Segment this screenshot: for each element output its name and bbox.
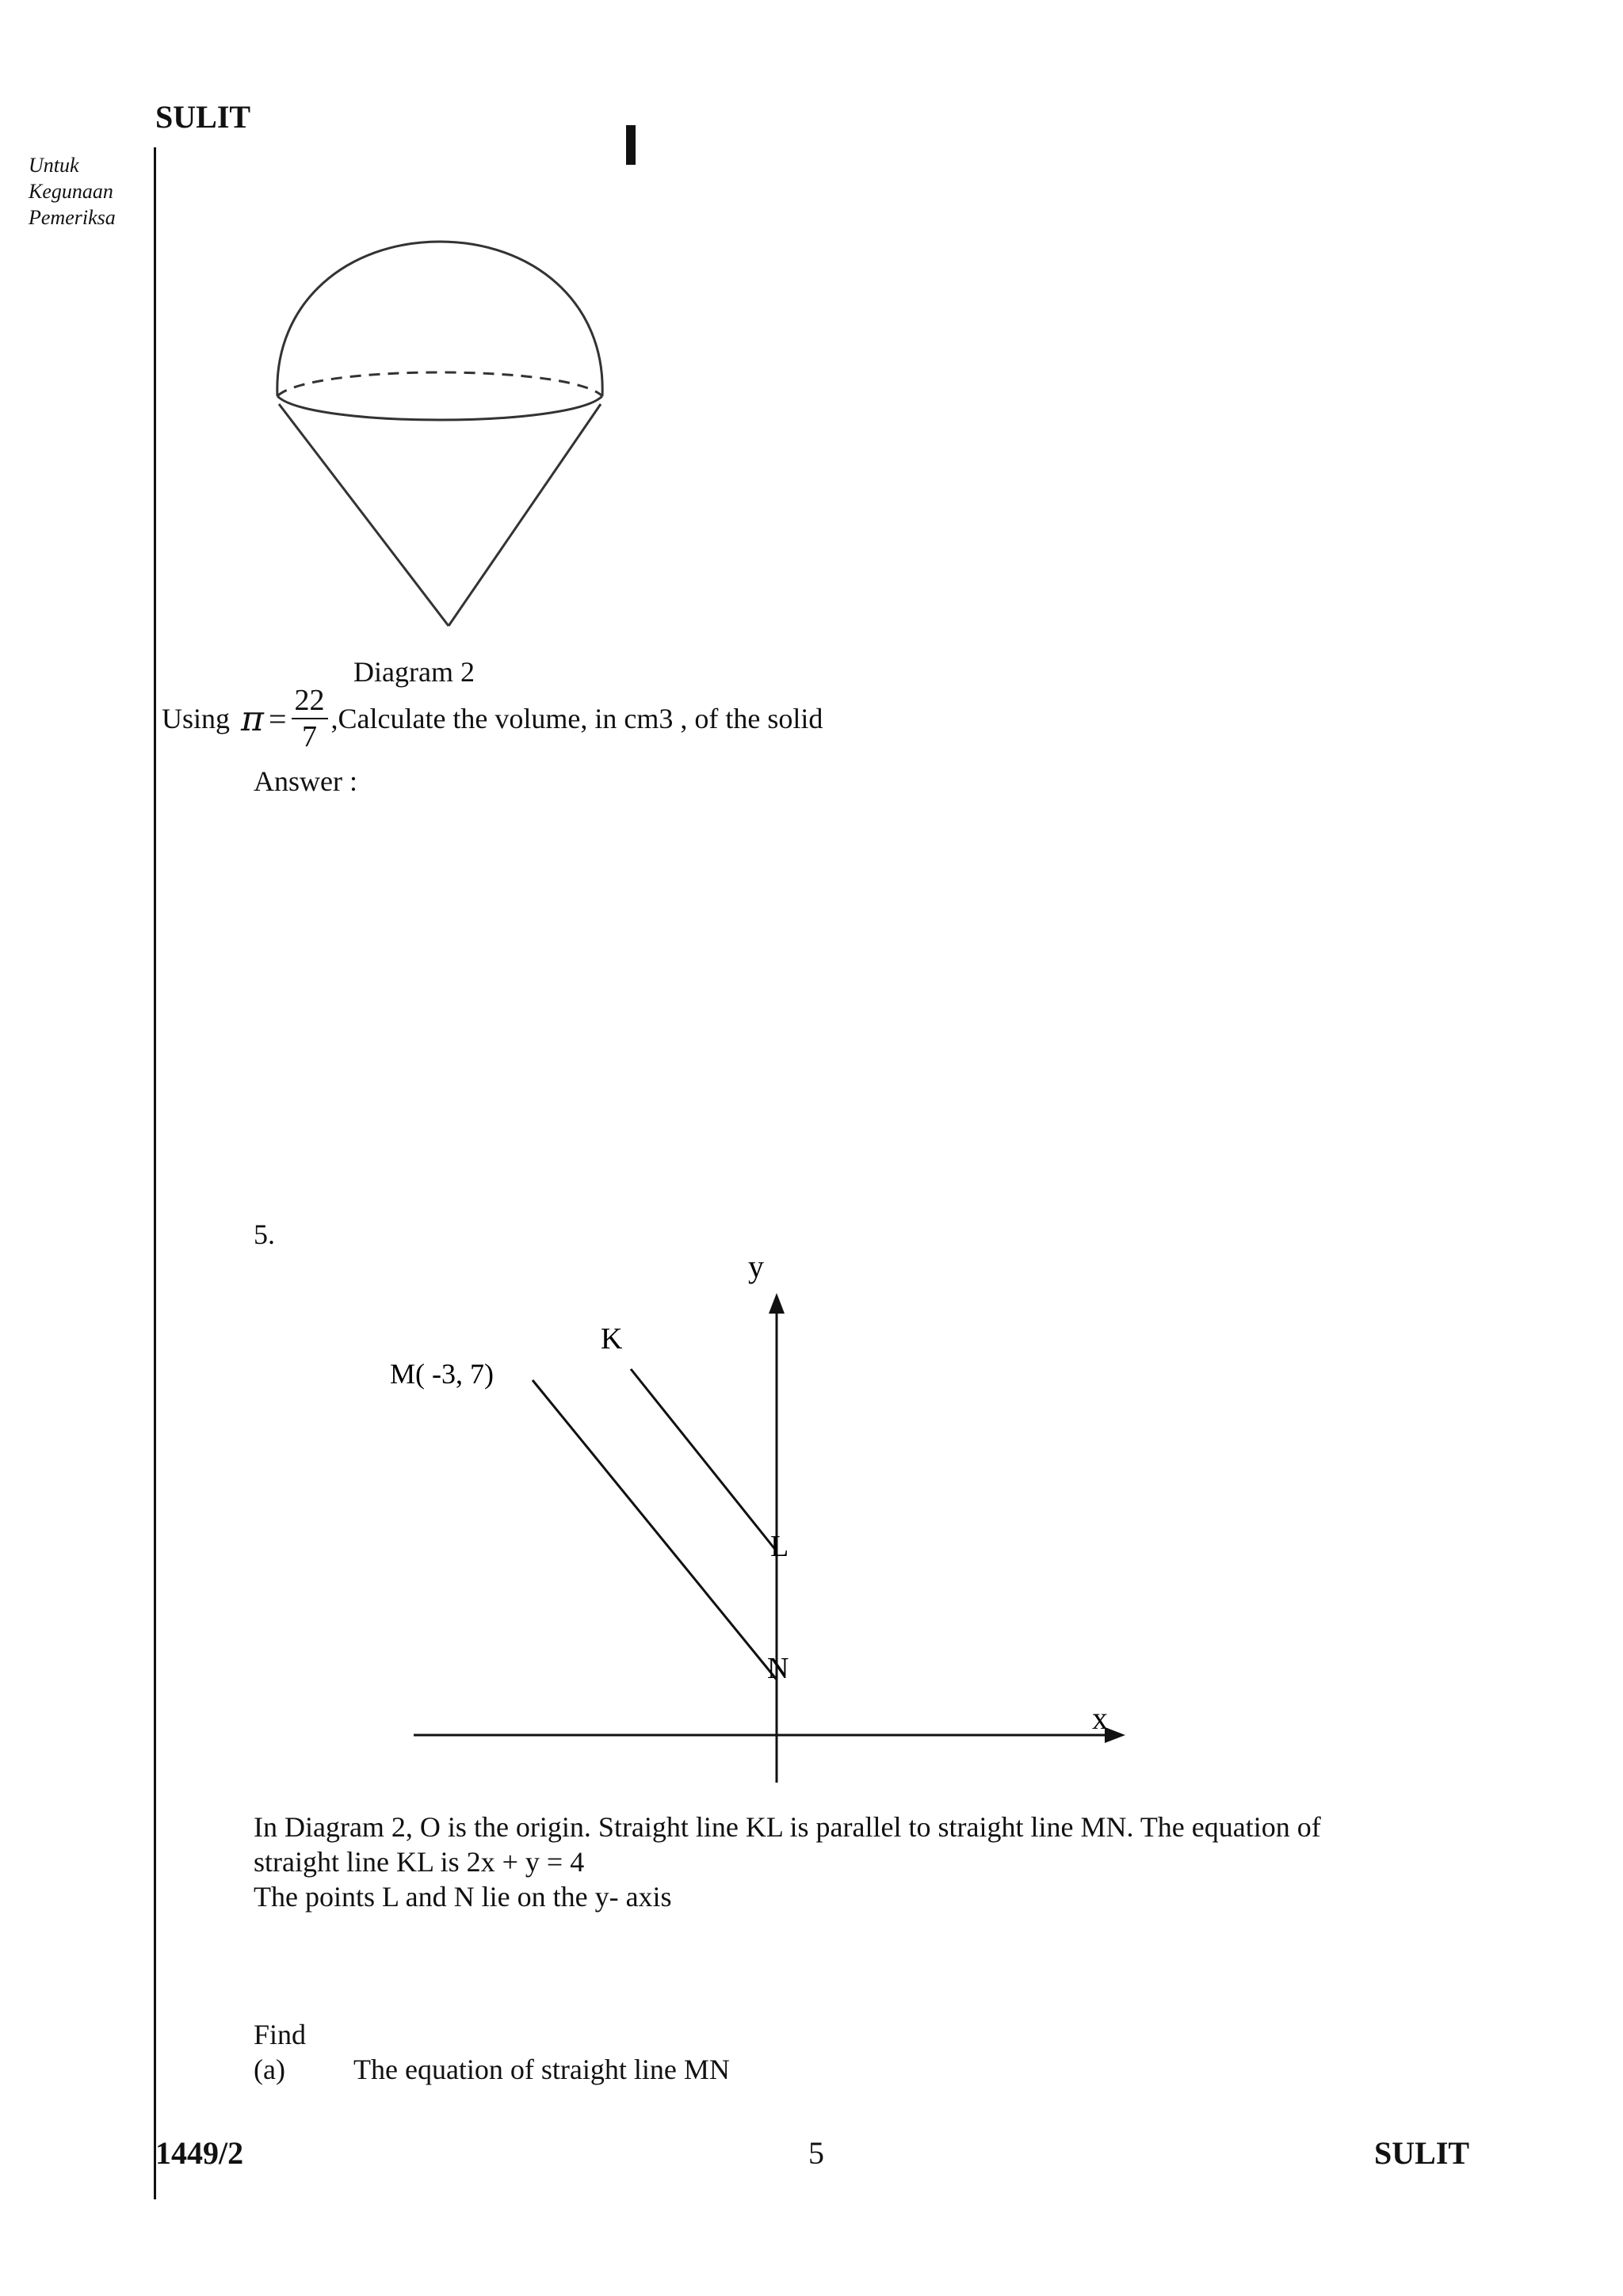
answer-label: Answer : [254,765,357,797]
footer-code: 1449/2 [155,2135,244,2171]
line-kl [631,1369,777,1551]
line-mn [533,1380,777,1680]
point-n-label: N [767,1652,789,1685]
solid-diagram [262,230,626,658]
hemisphere-arc [277,242,602,396]
side-note-line-3: Pemeriksa [29,206,116,229]
y-axis-label: y [748,1249,764,1284]
point-l-label: L [770,1530,789,1563]
question5-paragraph-line-3: The points L and N lie on the y- axis [254,1881,672,1913]
pi-numerator: 22 [292,683,328,719]
pi-symbol: π [241,698,264,739]
equals-sign: = [268,700,287,737]
side-note-line-2: Kegunaan [29,180,113,203]
y-axis-arrow [769,1293,785,1314]
margin-line [154,147,156,2199]
page-number: 5 [808,2135,824,2171]
cone-right-edge [449,404,601,626]
question5-paragraph-line-2: straight line KL is 2x + y = 4 [254,1846,585,1878]
diagram-caption: Diagram 2 [353,656,475,688]
hemisphere-base-back [277,372,602,396]
cone-left-edge [279,404,449,626]
question5-paragraph-line-1: In Diagram 2, O is the origin. Straight line KL is parallel to straight line MN. The equation of [254,1811,1321,1843]
using-label: Using [162,703,231,734]
instruction-text: ,Calculate the volume, in cm3 , of the solid [330,703,823,734]
header-sulit: SULIT [155,99,251,135]
point-k-label: K [601,1322,623,1356]
side-note [29,152,116,231]
find-label: Find [254,2019,307,2050]
footer-sulit: SULIT [1374,2135,1470,2171]
side-note-line-1: Untuk [29,154,79,177]
question-number: 5. [254,1219,275,1250]
pi-denominator: 7 [302,720,317,753]
pi-fraction [292,683,328,754]
hemisphere-base-front [277,396,602,420]
part-a-text: The equation of straight line MN [353,2054,730,2085]
part-a-label: (a) [254,2054,285,2085]
point-m-label: M( -3, 7) [390,1358,494,1390]
x-axis-label: x [1092,1700,1108,1736]
question4-instruction [162,683,823,770]
coordinate-graph [380,1236,1141,1791]
top-mark [626,125,636,165]
